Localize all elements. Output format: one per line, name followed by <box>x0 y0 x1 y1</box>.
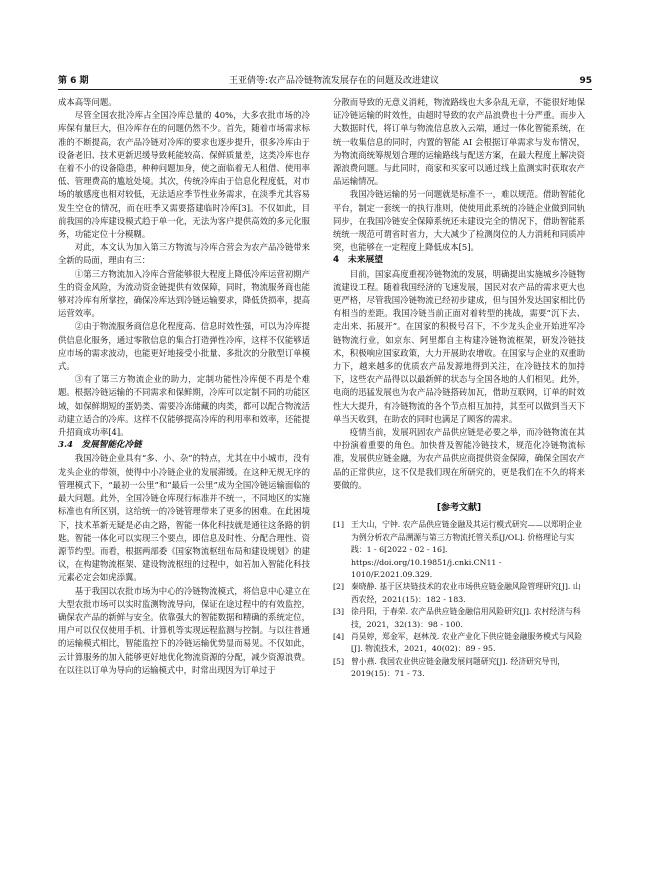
paragraph: 基于我国以农批市场为中心的冷链物流模式，将信息中心建立在大型农批市场可以实时监测物流导向，保证在途过程中的有效监控，确保农产品的新鲜与安全。依靠强大的智能数据和精确的系统定位，用户可以仅仅使用手机、计算机等实现远程监测与控制。与以往普通的运输模式相比，智能监控下的冷链运输优势显而易见。不仅如此，云计算服务的加入能够更好地优化物流资源的分配，减少资源浪费。在以往以订单为导向的运输模式中，时常出现因为订单过于 <box>58 585 310 675</box>
reference-number: [2] <box>333 582 345 592</box>
left-column <box>58 96 310 677</box>
reference-item <box>333 519 585 581</box>
reference-text: 秦晓静. 基于区块链技术的农业市场供应链金融风险管理研究[J]. 山西农经，2021(15)：182 - 183. <box>351 582 581 604</box>
paragraph: 我国冷链企业具有“多、小、杂”的特点，尤其在中小城市，没有龙头企业的带领，使得中小冷链企业的发展滞缓。在这种无规无序的管理模式下，“最初一公里”和“最后一公里”成为全国冷链运输面临的最大问题。此外，全国冷链仓库现行标准并不统一，不同地区的实施标准也有所区别，这给统一的冷链管理带来了更多的困难。在此困境下，技术革新无疑是必由之路，智能一体化科技就是通往这条路的钥匙。智能一体化可以实现三个要点，即信息及时性、分配合理性、资源节约型。而看，根据两部委《国家物流枢纽布局和建设规划》的建议，在构建物流框架、建设物流枢纽的过程中，如若加入智能化科技元素必定会如虎添翼。 <box>58 453 310 583</box>
paragraph: 成本高等问题。 <box>58 97 117 107</box>
paragraph: 分散而导致的无意义消耗，物流路线也大多杂乱无章，不能很好地保证冷链运输的时效性，由超时导致的农产品浪费也十分严重。而步入大数据时代，将订单与物流信息放入云端，通过一体化智能系统，在统一收集信息的同时，内置的智能 AI 会根据订单需求与发布情况，为物流商统筹规划合理的运输路线与配送方案，在最大程度上解决资源浪费问题。与此同时，商家和买家可以通过线上监测实时获取农产品运输情况。 <box>333 97 585 187</box>
paragraph: 对此，本文认为加入第三方物流与冷库合营会为农产品冷链带来全新的局面，理由有三： <box>58 242 310 266</box>
reference-item <box>333 581 585 606</box>
reference-number: [5] <box>333 656 345 666</box>
running-header <box>58 70 592 90</box>
reference-text: 徐丹阳，于春荣. 农产品供应链金融信用风险研究[J]. 农村经济与科技，2021，32(13)：98 - 100. <box>351 607 581 629</box>
paragraph: ②由于物流服务商信息化程度高、信息时效性强，可以为冷库提供信息化服务，通过零散信息的集合打造弹性冷库，这样不仅能够适应市场的需求波动，也能更好地接受小批量、多批次的分散型订单模式。 <box>58 321 310 372</box>
paragraph: 疫情当前，发展巩固农产品供应链是必要之举，而冷链物流在其中扮演着重要的角色。加快普及智能冷链技术，规范化冷链物流标准，发展供应链金融，为农产品供应商提供资金保障，确保全国农产品的正常供应，这不仅是我们现在所研究的，更是我们在不久的将来要做的。 <box>333 427 585 490</box>
reference-number: [3] <box>333 607 345 617</box>
paragraph: 目前，国家高度重视冷链物流的发展，明确提出实施城乡冷链物流建设工程。随着我国经济的飞速发展，国民对农产品的需求更大也更严格，尽管我国冷链物流已经初步建成，但与国外发达国家相比仍有相当的差距。我国冷链当前正面对着转型的挑战，需要“沉下去、走出来、拓展开”。在国家的积极号召下，不少龙头企业开始进军冷链物流行业，如京东、阿里都自主构建冷链物流框架，研发冷链技术，积极响应国家政策，大力开展助农增收。在国家与企业的双重助力下，越来越多的优质农产品发源地得到关注，在冷链技术的加持下，这些农产品得以以最新鲜的状态与全国各地的人们相见。此外，电商的迅猛发展也为农产品冷链搭砖加瓦，借助互联网，订单的时效性大大提升，有冷链物流的各个节点相互加持，其至可以做到当天下单当天收到，在助农的同时也满足了顾客的需求。 <box>333 268 585 424</box>
paragraph: 尽管全国农批冷库占全国冷库总量的 40%，大多农批市场的冷库保有量巨大，但冷库存在的问题仍然不少。首先，随着市场需求标准的不断提高，农产品冷链对冷库的要求也逐步提升，很多冷库由于设备老旧、技术更新迟缓导致耗能较高、保鲜质量差，这类冷库也存在着不小的设备隐患，种种问题加身，使之面临着无人租借、使用率低、管理费高的尴尬处境。其次，传统冷库由于信息化程度低，对市场的敏感度也相对较低，无法适应季节性业务需求，在淡季尤其容易发生空仓的情况，而在旺季又需要搭建临时冷库[3]。不仅如此，目前我国的冷库建设模式趋于单一化，无法为客户提供高效的多元化服务，功能定位十分模糊。 <box>58 110 310 240</box>
paragraph: 我国冷链运输的另一问题就是标准不一，难以规范。借助智能化平台，制定一套统一的执行准则，使使用此系统的冷链企业做到同轨同步，在我国冷链安全保障系统还未建设完全的情况下，借助智能系统统一规范可谓省时省力，大大减少了检测岗位的人力消耗和同质冲突，也能够在一定程度上降低成本[5]。 <box>333 189 585 253</box>
page-number: 95 <box>579 76 592 86</box>
reference-text: 肖昊婷，郑金军，赵林茂. 农业产业化下供应链金融服务模式与风险[J]. 物流技术，2021，40(02)：89 - 95. <box>351 631 583 654</box>
right-column <box>333 96 585 681</box>
section-heading-4: 4 未来展望 <box>333 255 384 266</box>
reference-number: [4] <box>333 631 345 641</box>
issue-number: 第 6 期 <box>58 76 89 86</box>
reference-item <box>333 656 585 681</box>
section-heading-3-4: 3.4 发展智能化冷链 <box>58 440 142 451</box>
references-title: [参考文献] <box>436 503 482 514</box>
reference-text: 曾小燕. 我国农业供应链金融发展问题研究[J]. 经济研究导刊，2019(15)：71 - 73. <box>351 656 566 679</box>
reference-item <box>333 631 585 656</box>
paragraph: ①第三方物流加入冷库合营能够很大程度上降低冷库运营初期产生的资金风险，为流动资金链提供有效保障，同时，物流服务商也能够对冷库有所掌控，确保冷库达到冷链运输要求，降低货损率，提高运营效率。 <box>58 268 310 319</box>
reference-text: 王大山，宁钟. 农产品供应链金融及其运行模式研究——以郑明企业为例分析农产品溯源与第三方物流托管关系[J/OL]. 价格理论与实践：1 - 6[2022 - 02 - 16]. https://doi.org/10.19851/j.cnki.CN11 - 1010/F.2021.09.329. <box>351 520 583 579</box>
paragraph: ③有了第三方物流企业的助力，定制功能性冷库便不再是个难题。根据冷链运输的不同需求和保鲜期，冷库可以定制不同的功能区域，如保鲜期短的蛋奶类、需要冷冻储藏的肉类，都可以配合物流活动建立适合的冷库。这样不仅能够提高冷库的利用率和效率，还能提升招商成功率[4]。 <box>58 374 310 438</box>
running-title: 王亚倩等:农产品冷链物流发展存在的问题及改进建议 <box>228 76 440 86</box>
reference-number: [1] <box>333 520 345 530</box>
reference-item <box>333 606 585 631</box>
